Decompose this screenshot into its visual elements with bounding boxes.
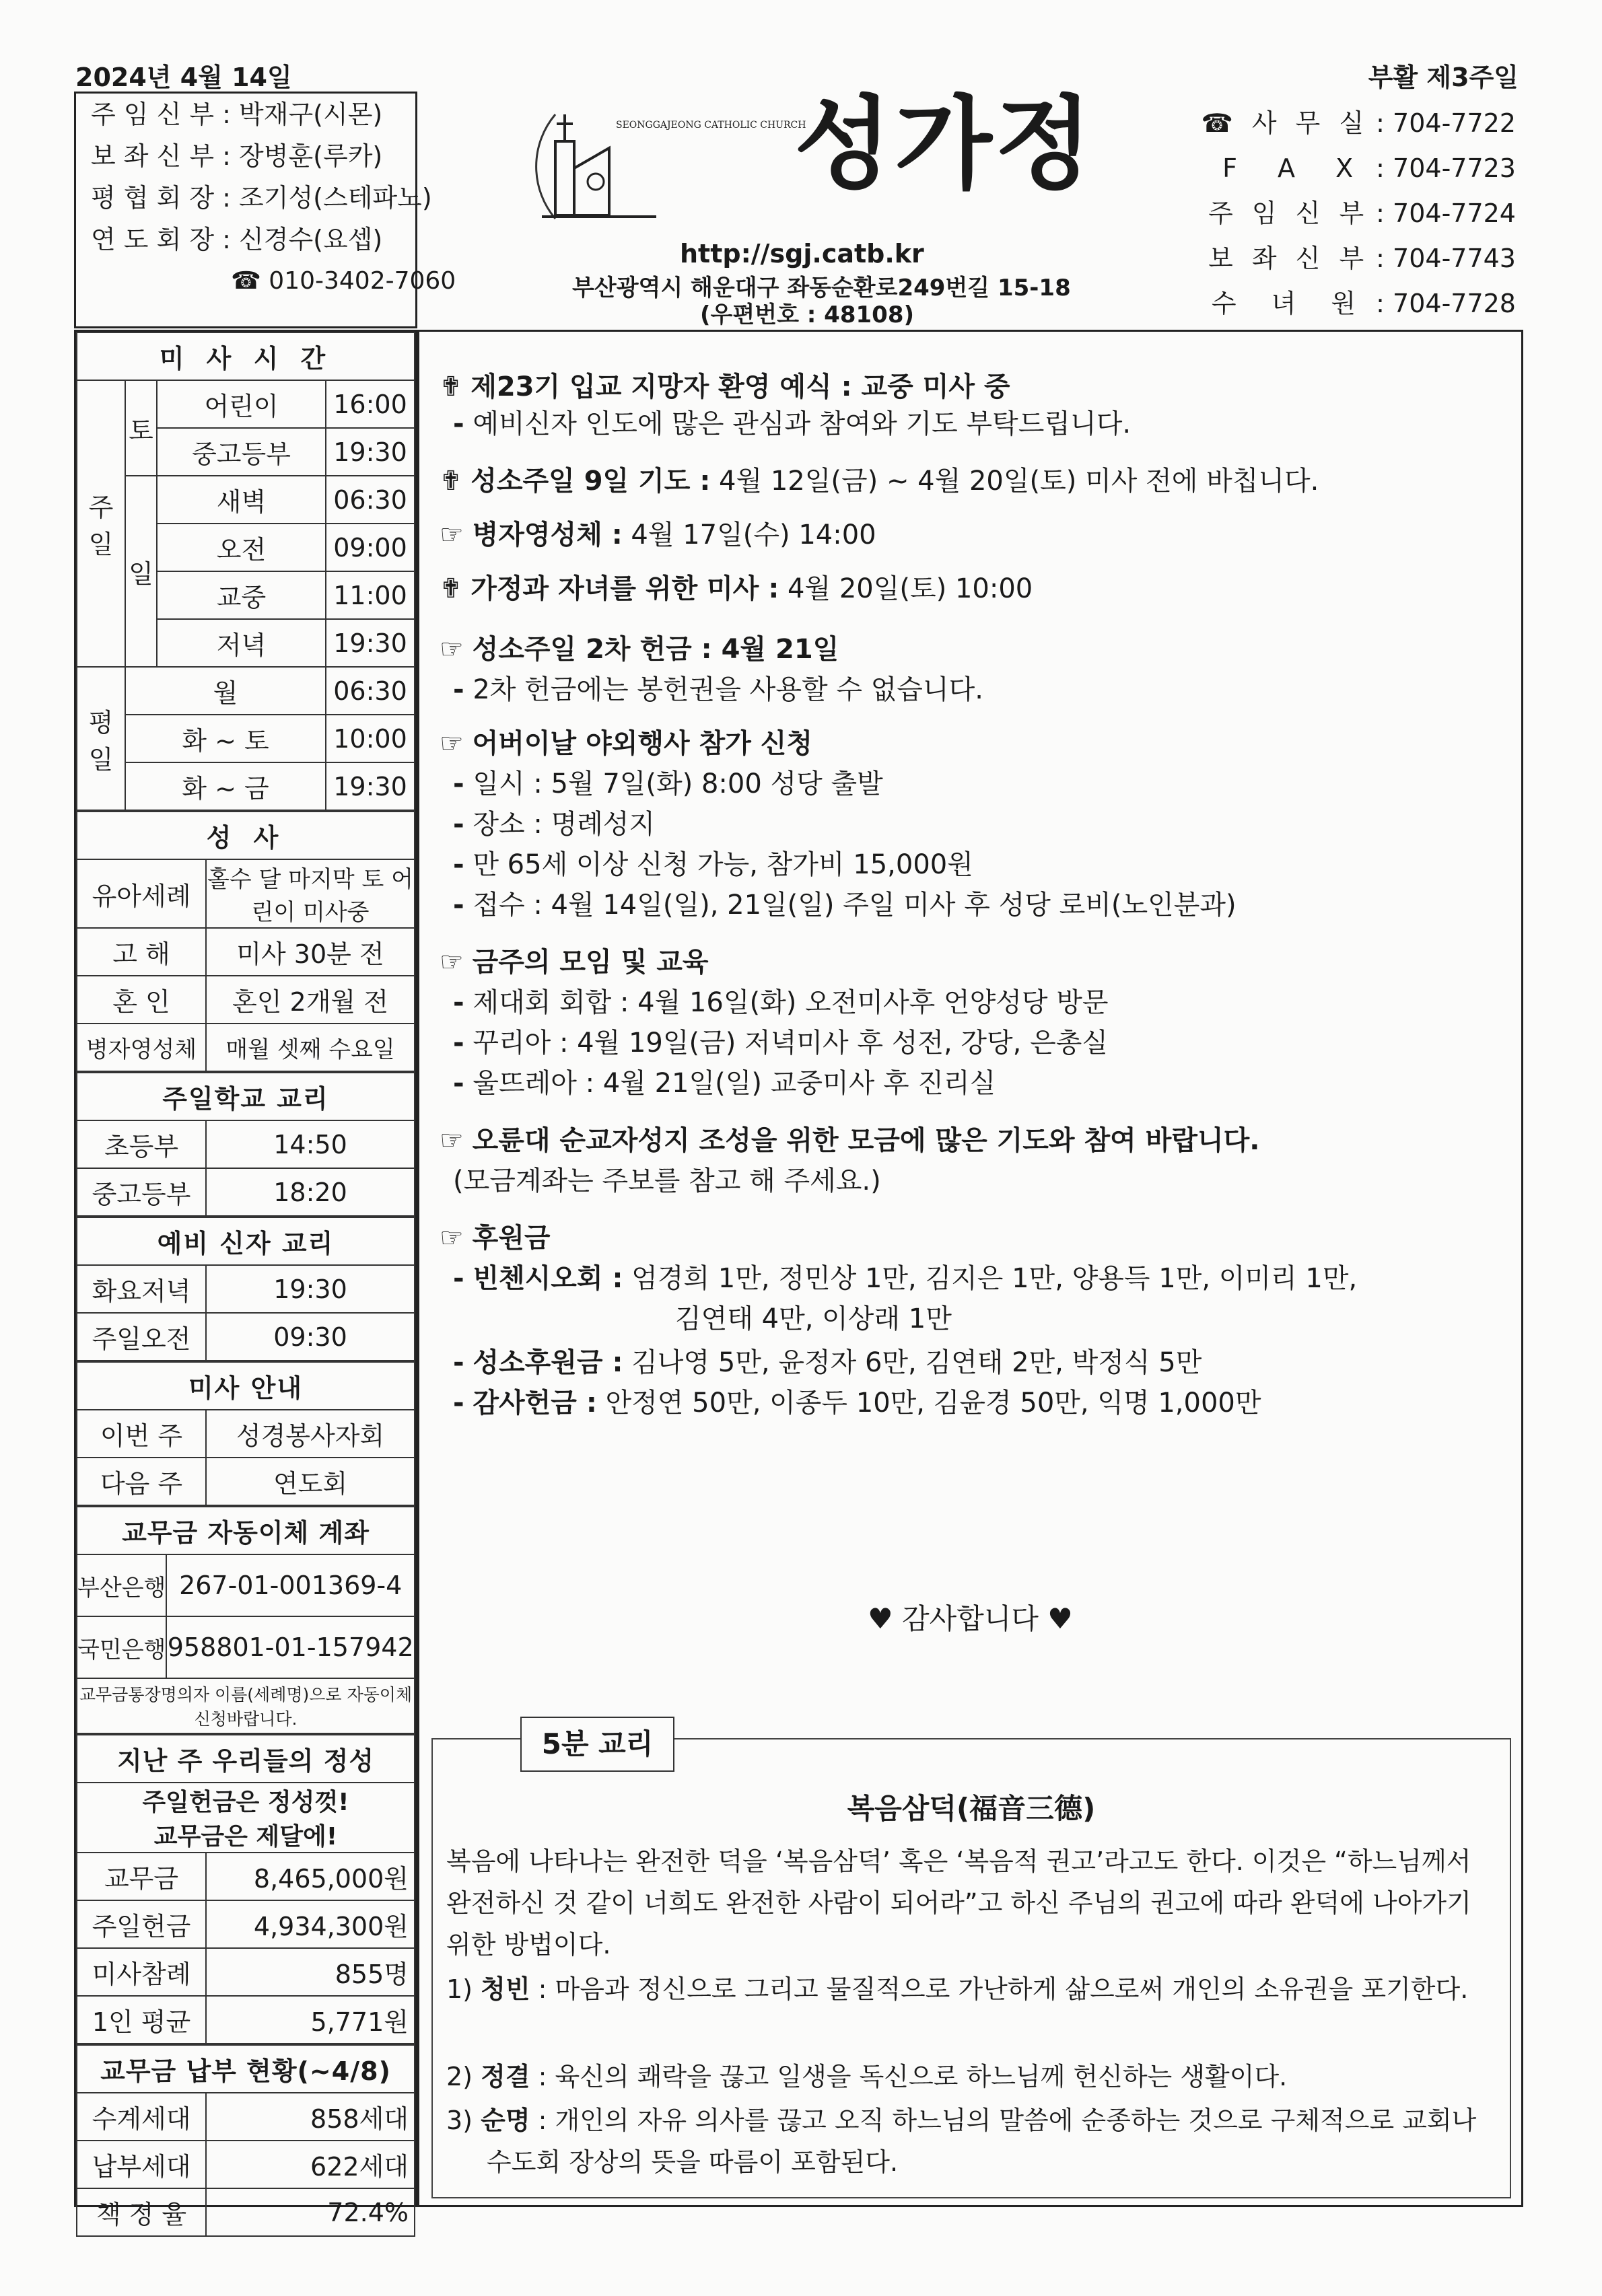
contact-office: ☎ 사 무 실 : 704-7722	[1201, 108, 1516, 138]
transfer-table	[76, 1506, 415, 1734]
staff-box	[74, 92, 456, 328]
mass-name: 중고등부	[157, 428, 326, 476]
class-name: 중고등부	[77, 1168, 206, 1216]
mass-name: 오전	[157, 524, 326, 571]
bulletin-date: 2024년 4월 14일	[75, 63, 292, 92]
sacrament-name: 유아세례	[77, 859, 206, 928]
sacrament-table	[76, 811, 415, 1072]
notice-line: - 울뜨레아 : 4월 21일(일) 교중미사 후 진리실	[453, 1068, 996, 1099]
liturgical-week: 부활 제3주일	[1368, 63, 1519, 92]
mass-time: 09:00	[326, 524, 415, 571]
notice-line: - 예비신자 인도에 많은 관심과 참여와 기도 부탁드립니다.	[453, 408, 1131, 439]
sunday-school-table	[76, 1072, 415, 1217]
notice-line: ☞ 후원금	[440, 1223, 551, 1254]
offering-slogan: 주일헌금은 정성껏! 교무금은 제달에!	[77, 1783, 415, 1853]
brand-title: 성가정	[794, 86, 1095, 203]
account-number: 958801-01-157942	[166, 1616, 415, 1678]
sacrament-detail: 매월 셋째 수요일	[206, 1024, 415, 1071]
doctrine-point-1: 1) 청빈 : 마음과 정신으로 그리고 물질적으로 가난하게 삶으로써 개인의 소유권을 포기한다.	[446, 1974, 1469, 2004]
notice-line: ✟ 가정과 자녀를 위한 미사 : 4월 20일(토) 10:00	[440, 573, 1033, 604]
contact-assistant: 보 좌 신 부 : 704-7743	[1208, 244, 1516, 273]
thanks-message: ♥ 감사합니다 ♥	[868, 1602, 1073, 1635]
guide-week: 다음 주	[77, 1458, 206, 1505]
staff-council: 평 협 회 장 : 조기성(스테파노)	[91, 183, 432, 213]
church-address: 부산광역시 해운대구 좌동순환로249번길 15-18	[572, 275, 1071, 301]
website-url[interactable]: http://sgj.catb.kr	[680, 239, 924, 268]
offering-item: 교무금	[77, 1853, 206, 1900]
mass-times-title: 미 사 시 간	[77, 332, 415, 380]
sacrament-title: 성 사	[77, 812, 415, 859]
payment-value: 858세대	[206, 2093, 415, 2141]
sunday-label: 주일	[77, 380, 125, 667]
mass-time: 19:30	[326, 762, 415, 810]
notice-line: - 2차 헌금에는 봉헌권을 사용할 수 없습니다.	[453, 674, 983, 705]
five-minute-doctrine	[431, 1727, 1511, 2198]
notice-line: ✟ 성소주일 9일 기도 : 4월 12일(금) ~ 4월 20일(토) 미사 전에 바칩니다.	[440, 466, 1319, 497]
staff-phone: ☎ 010-3402-7060	[231, 267, 456, 295]
payment-item: 수계세대	[77, 2093, 206, 2141]
staff-yeondo: 연 도 회 장 : 신경수(요셉)	[91, 225, 383, 254]
info-sidebar	[74, 330, 417, 2229]
saturday-label: 토	[125, 380, 157, 476]
logo-lettering: SEONGGAJEONG CATHOLIC CHURCH	[616, 120, 806, 131]
mass-name: 교중	[157, 571, 326, 619]
offering-value: 855명	[206, 1948, 415, 1996]
mass-name: 월	[125, 667, 326, 715]
mass-name: 화 ~ 금	[125, 762, 326, 810]
sacrament-detail: 홀수 달 마지막 토 어린이 미사중	[206, 859, 415, 928]
class-name: 화요저녁	[77, 1265, 206, 1313]
offering-value: 4,934,300원	[206, 1900, 415, 1948]
offering-item: 주일헌금	[77, 1900, 206, 1948]
notice-line: ☞ 오륜대 순교자성지 조성을 위한 모금에 많은 기도와 참여 바랍니다.	[440, 1125, 1260, 1156]
catechumen-table	[76, 1217, 415, 1361]
mass-time: 06:30	[326, 667, 415, 715]
mass-time: 10:00	[326, 715, 415, 762]
notice-line: - 빈첸시오회 : 엄경희 1만, 정민상 1만, 김지은 1만, 양용득 1만, 이미리 1만,	[453, 1263, 1358, 1294]
class-name: 초등부	[77, 1120, 206, 1168]
sacrament-detail: 혼인 2개월 전	[206, 976, 415, 1024]
offering-value: 8,465,000원	[206, 1853, 415, 1900]
bank-name: 국민은행	[77, 1616, 166, 1678]
mass-name: 새벽	[157, 476, 326, 524]
class-time: 19:30	[206, 1265, 415, 1313]
offering-item: 미사참례	[77, 1948, 206, 1996]
offering-item: 1인 평균	[77, 1996, 206, 2044]
guide-group: 연도회	[206, 1458, 415, 1505]
notice-line: - 꾸리아 : 4월 19일(금) 저녁미사 후 성전, 강당, 은총실	[453, 1028, 1109, 1059]
doctrine-point-3: 3) 순명 : 개인의 자유 의사를 끊고 오직 하느님의 말씀에 순종하는 것으로 구체적으로 교회나 수도회 장상의 뜻을 따름이 포함된다.	[446, 2106, 1477, 2177]
day-label: 일	[125, 476, 157, 667]
mass-times-table	[76, 332, 415, 811]
mass-guide-title: 미사 안내	[77, 1362, 415, 1410]
notices-panel	[417, 330, 1523, 2207]
sacrament-detail: 미사 30분 전	[206, 928, 415, 976]
mass-time: 19:30	[326, 619, 415, 667]
doctrine-heading: 복음삼덕(福音三德)	[847, 1792, 1096, 1825]
notice-line: - 감사헌금 : 안정연 50만, 이종두 10만, 김윤경 50만, 익명 1,000만	[453, 1388, 1261, 1419]
payment-value: 72.4%	[206, 2188, 415, 2236]
zip-code: (우편번호 : 48108)	[700, 301, 915, 328]
class-time: 09:30	[206, 1313, 415, 1361]
sunday-school-title: 주일학교 교리	[77, 1073, 415, 1120]
offering-table	[76, 1734, 415, 2044]
doctrine-intro: 복음에 나타나는 완전한 덕을 ‘복음삼덕’ 혹은 ‘복음적 권고’라고도 한다. 이것은 “하느님께서 완전하신 것 같이 너희도 완전한 사람이 되어라”고 하신 주님의 권고에 따라 완덕에 나아가기 위한 방법이다.	[446, 1846, 1471, 1960]
offering-title: 지난 주 우리들의 정성	[77, 1735, 415, 1783]
notice-line: ☞ 금주의 모임 및 교육	[440, 947, 709, 978]
staff-pastor: 주 임 신 부 : 박재구(시몬)	[91, 100, 383, 129]
notice-line: ☞ 병자영성체 : 4월 17일(수) 14:00	[440, 519, 876, 550]
class-name: 주일오전	[77, 1313, 206, 1361]
contact-fax: F A X : 704-7723	[1222, 153, 1516, 183]
contact-pastor: 주 임 신 부 : 704-7724	[1208, 199, 1516, 228]
bank-name: 부산은행	[77, 1554, 166, 1616]
notice-line: - 제대회 회합 : 4월 16일(화) 오전미사후 언양성당 방문	[453, 987, 1109, 1018]
notice-line: (모금계좌는 주보를 참고 해 주세요.)	[453, 1165, 881, 1196]
guide-week: 이번 주	[77, 1410, 206, 1458]
sacrament-name: 혼 인	[77, 976, 206, 1024]
payment-item: 납부세대	[77, 2141, 206, 2188]
mass-time: 16:00	[326, 380, 415, 428]
transfer-note: 교무금통장명의자 이름(세례명)으로 자동이체 신청바랍니다.	[77, 1678, 415, 1733]
notice-line: ✟ 제23기 입교 지망자 환영 예식 : 교중 미사 중	[440, 371, 1010, 402]
notice-line: - 장소 : 명례성지	[453, 809, 656, 840]
church-logo-icon	[528, 101, 806, 225]
offering-value: 5,771원	[206, 1996, 415, 2044]
sacrament-name: 고 해	[77, 928, 206, 976]
mass-name: 어린이	[157, 380, 326, 428]
notice-line: 김연태 4만, 이상래 1만	[675, 1303, 952, 1334]
sacrament-name: 병자영성체	[77, 1024, 206, 1071]
contact-convent: 수 녀 원 : 704-7728	[1211, 289, 1516, 318]
transfer-title: 교무금 자동이체 계좌	[77, 1507, 415, 1554]
class-time: 14:50	[206, 1120, 415, 1168]
guide-group: 성경봉사자회	[206, 1410, 415, 1458]
payment-item: 책 정 율	[77, 2188, 206, 2236]
notice-line: - 성소후원금 : 김나영 5만, 윤정자 6만, 김연태 2만, 박정식 5만	[453, 1347, 1202, 1378]
payment-value: 622세대	[206, 2141, 415, 2188]
payment-title: 교무금 납부 현황(~4/8)	[77, 2045, 415, 2093]
mass-guide-table	[76, 1361, 415, 1506]
catechumen-title: 예비 신자 교리	[77, 1217, 415, 1265]
notice-line: - 접수 : 4월 14일(일), 21일(일) 주일 미사 후 성당 로비(노인분과)	[453, 890, 1237, 921]
mass-time: 19:30	[326, 428, 415, 476]
doctrine-point-2: 2) 정결 : 육신의 쾌락을 끊고 일생을 독신으로 하느님께 헌신하는 생활이다.	[446, 2062, 1288, 2091]
staff-assistant: 보 좌 신 부 : 장병훈(루카)	[91, 141, 383, 171]
five-minute-title: 5분 교리	[520, 1717, 674, 1772]
mass-name: 화 ~ 토	[125, 715, 326, 762]
notice-line: - 만 65세 이상 신청 가능, 참가비 15,000원	[453, 849, 973, 880]
payment-table	[76, 2044, 415, 2237]
mass-time: 11:00	[326, 571, 415, 619]
mass-time: 06:30	[326, 476, 415, 524]
weekday-label: 평일	[77, 667, 125, 810]
contact-list	[1152, 101, 1516, 326]
notice-line: - 일시 : 5월 7일(화) 8:00 성당 출발	[453, 768, 883, 799]
class-time: 18:20	[206, 1168, 415, 1216]
mass-name: 저녁	[157, 619, 326, 667]
account-number: 267-01-001369-4	[166, 1554, 415, 1616]
notice-line: ☞ 성소주일 2차 헌금 : 4월 21일	[440, 634, 839, 665]
notice-line: ☞ 어버이날 야외행사 참가 신청	[440, 728, 813, 759]
